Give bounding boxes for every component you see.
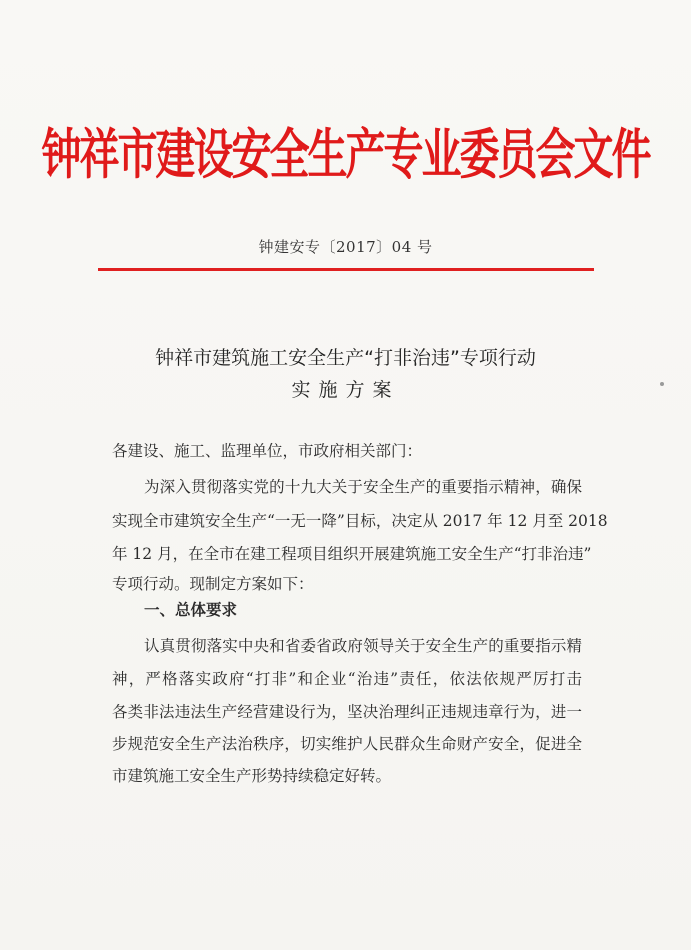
- paragraph-2-line-1: 认真贯彻落实中央和省委省政府领导关于安全生产的重要指示精: [144, 637, 582, 655]
- document-number: 钟建安专〔2017〕04 号: [258, 238, 433, 256]
- paragraph-1-line-3: 年 12 月，在全市在建工程项目组织开展建筑施工安全生产“打非治违”: [112, 545, 592, 563]
- paragraph-1-line-4: 专项行动。现制定方案如下：: [112, 575, 314, 593]
- paragraph-2-line-5: 市建筑施工安全生产形势持续稳定好转。: [112, 767, 392, 785]
- paragraph-1-line-1: 为深入贯彻落实党的十九大关于安全生产的重要指示精神，确保: [144, 478, 582, 496]
- scan-speck: [660, 382, 664, 386]
- paragraph-2-line-3: 各类非法违法生产经营建设行为，坚决治理纠正违规违章行为，进一: [112, 703, 582, 721]
- issuing-org-title: 钟祥市建设安全生产专业委员会文件: [41, 124, 650, 187]
- red-separator-line: [98, 268, 594, 271]
- document-title-line-2: 实施方案: [291, 379, 400, 401]
- document-title-line-1: 钟祥市建筑施工安全生产“打非治违”专项行动: [155, 347, 536, 369]
- section-1-heading: 一、总体要求: [144, 601, 238, 619]
- paragraph-2-line-4: 步规范安全生产法治秩序，切实维护人民群众生命财产安全，促进全: [112, 735, 582, 753]
- salutation: 各建设、施工、监理单位，市政府相关部门：: [112, 442, 423, 460]
- paragraph-2-line-2: 神，严格落实政府“打非”和企业“治违”责任，依法依规严厉打击: [112, 670, 582, 688]
- paragraph-1-line-2: 实现全市建筑安全生产“一无一降”目标，决定从 2017 年 12 月至 2018: [112, 512, 608, 530]
